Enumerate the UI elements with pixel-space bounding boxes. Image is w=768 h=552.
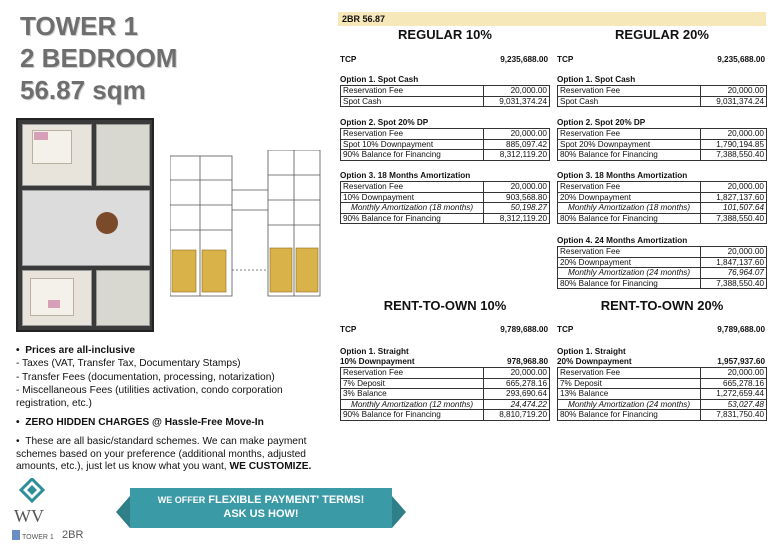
table-row: Reservation Fee 20,000.00 — [558, 247, 767, 258]
prices-item: - Taxes (VAT, Transfer Tax, Documentary Stamps) — [16, 358, 241, 370]
table-row: Spot 20% Downpayment 1,790,194.85 — [558, 139, 767, 150]
option-title: Option 1. Spot Cash — [557, 75, 636, 84]
option-subtitle: 10% Downpayment 978,968.80 — [340, 357, 548, 366]
table-row: Monthly Amortization (24 months) 53,027.48 — [558, 399, 767, 410]
table-row: 20% Downpayment 1,847,137.60 — [558, 257, 767, 268]
title-area: 56.87 sqm — [20, 75, 146, 105]
option-title: Option 3. 18 Months Amortization — [340, 171, 471, 180]
zero-hidden-charges: ZERO HIDDEN CHARGES @ Hassle-Free Move-In — [25, 417, 264, 429]
table-row: Reservation Fee 20,000.00 — [341, 129, 550, 140]
brand-logo — [12, 478, 64, 544]
logo-letters: WV — [14, 506, 44, 526]
option-title: Option 2. Spot 20% DP — [340, 118, 429, 127]
option-subtitle: 20% Downpayment 1,957,937.60 — [557, 357, 765, 366]
title-bedroom: 2 BEDROOM — [20, 43, 178, 73]
tcp-regular-20: TCP 9,235,688.00 — [557, 55, 765, 64]
header-regular-20: REGULAR 20% — [615, 27, 709, 42]
logo-2br: 2BR — [62, 529, 84, 541]
customize-bold: WE CUSTOMIZE. — [229, 461, 312, 473]
option-title: Option 4. 24 Months Amortization — [557, 236, 688, 245]
prices-item: - Miscellaneous Fees (utilities activation, condo corporation registration, etc.) — [16, 385, 283, 409]
table-row: 90% Balance for Financing 8,312,119.20 — [341, 213, 550, 224]
table-row: Reservation Fee 20,000.00 — [341, 368, 550, 379]
regular20-option4-table — [557, 246, 767, 289]
regular10-option3-table — [340, 181, 550, 224]
site-plan-image — [170, 150, 322, 298]
option-title: Option 1. Straight — [557, 347, 626, 356]
floor-plan-image — [16, 118, 154, 332]
prices-title: Prices are all-inclusive — [25, 345, 136, 356]
banner-small: WE OFFER — [157, 495, 206, 505]
table-row: 7% Deposit 665,278.16 — [341, 378, 550, 389]
table-row: 90% Balance for Financing 8,312,119.20 — [341, 150, 550, 161]
banner-big: FLEXIBLE PAYMENT' TERMS! — [208, 494, 365, 506]
table-row: 20% Downpayment 1,827,137.60 — [558, 192, 767, 203]
regular20-option1-table — [557, 85, 767, 107]
table-row: Monthly Amortization (18 months) 50,198.27 — [341, 203, 550, 214]
rto20-option1-table — [557, 367, 767, 421]
notes-section: • Prices are all-inclusive - Taxes (VAT, Transfer Tax, Documentary Stamps) - Transfer Fees (documentation, processing, notarization) - Miscellaneous Fees (utilities activation, condo corporation registration, etc.) • ZERO HIDDEN CHARGES @ Hassle-Free Move-In • These are all basic/standard schemes. We can make payment schemes based on your preference (additional months, adjusted amounts, etc.), just let us know what you want, WE CUSTOMIZE. — [16, 345, 316, 475]
tcp-regular-10: TCP 9,235,688.00 — [340, 55, 548, 64]
table-row: Monthly Amortization (12 months) 24,474.22 — [341, 399, 550, 410]
option-title: Option 3. 18 Months Amortization — [557, 171, 688, 180]
table-row: Reservation Fee 20,000.00 — [341, 86, 550, 97]
table-row: 80% Balance for Financing 7,388,550.40 — [558, 213, 767, 224]
prices-item: - Transfer Fees (documentation, processing, notarization) — [16, 371, 275, 383]
unit-title — [20, 10, 177, 106]
table-row: 3% Balance 293,690.64 — [341, 389, 550, 400]
option-title: Option 1. Spot Cash — [340, 75, 419, 84]
header-regular-10: REGULAR 10% — [398, 27, 492, 42]
table-row: 10% Downpayment 903,568.80 — [341, 192, 550, 203]
table-row: Reservation Fee 20,000.00 — [558, 182, 767, 193]
regular10-option1-table — [340, 85, 550, 107]
regular20-option3-table — [557, 181, 767, 224]
option-title: Option 1. Straight — [340, 347, 409, 356]
table-row: Reservation Fee 20,000.00 — [558, 129, 767, 140]
regular20-option2-table — [557, 128, 767, 161]
title-tower: TOWER 1 — [20, 11, 138, 41]
tcp-rto-20: TCP 9,789,688.00 — [557, 325, 765, 334]
rto10-option1-table — [340, 367, 550, 421]
table-row: Monthly Amortization (18 months) 101,507.64 — [558, 203, 767, 214]
tcp-rto-10: TCP 9,789,688.00 — [340, 325, 548, 334]
option-title: Option 2. Spot 20% DP — [557, 118, 646, 127]
table-row: Reservation Fee 20,000.00 — [558, 86, 767, 97]
regular10-option2-table — [340, 128, 550, 161]
header-rto-10: RENT-TO-OWN 10% — [383, 298, 507, 313]
table-row: Spot Cash 9,031,374.24 — [558, 96, 767, 107]
unit-tag: 2BR 56.87 — [338, 12, 766, 26]
header-rto-20: RENT-TO-OWN 20% — [600, 298, 724, 313]
promo-banner — [130, 488, 392, 528]
table-row: Spot 10% Downpayment 885,097.42 — [341, 139, 550, 150]
table-row: 80% Balance for Financing 7,831,750.40 — [558, 410, 767, 421]
table-row: 80% Balance for Financing 7,388,550.40 — [558, 278, 767, 289]
table-row: 90% Balance for Financing 8,810,719.20 — [341, 410, 550, 421]
customize-text: These are all basic/standard schemes. We can make payment schemes based on your preference (additional months, adjusted amounts, etc.), just let us know what you want, — [16, 436, 307, 473]
logo-tower: TOWER 1 — [22, 534, 54, 541]
table-row: 80% Balance for Financing 7,388,550.40 — [558, 150, 767, 161]
table-row: 13% Balance 1,272,659.44 — [558, 389, 767, 400]
table-row: 7% Deposit 665,278.16 — [558, 378, 767, 389]
table-row: Reservation Fee 20,000.00 — [558, 368, 767, 379]
table-row: Spot Cash 9,031,374.24 — [341, 96, 550, 107]
table-row: Reservation Fee 20,000.00 — [341, 182, 550, 193]
table-row: Monthly Amortization (24 months) 76,964.07 — [558, 268, 767, 279]
banner-ask: ASK US HOW! — [223, 508, 299, 520]
